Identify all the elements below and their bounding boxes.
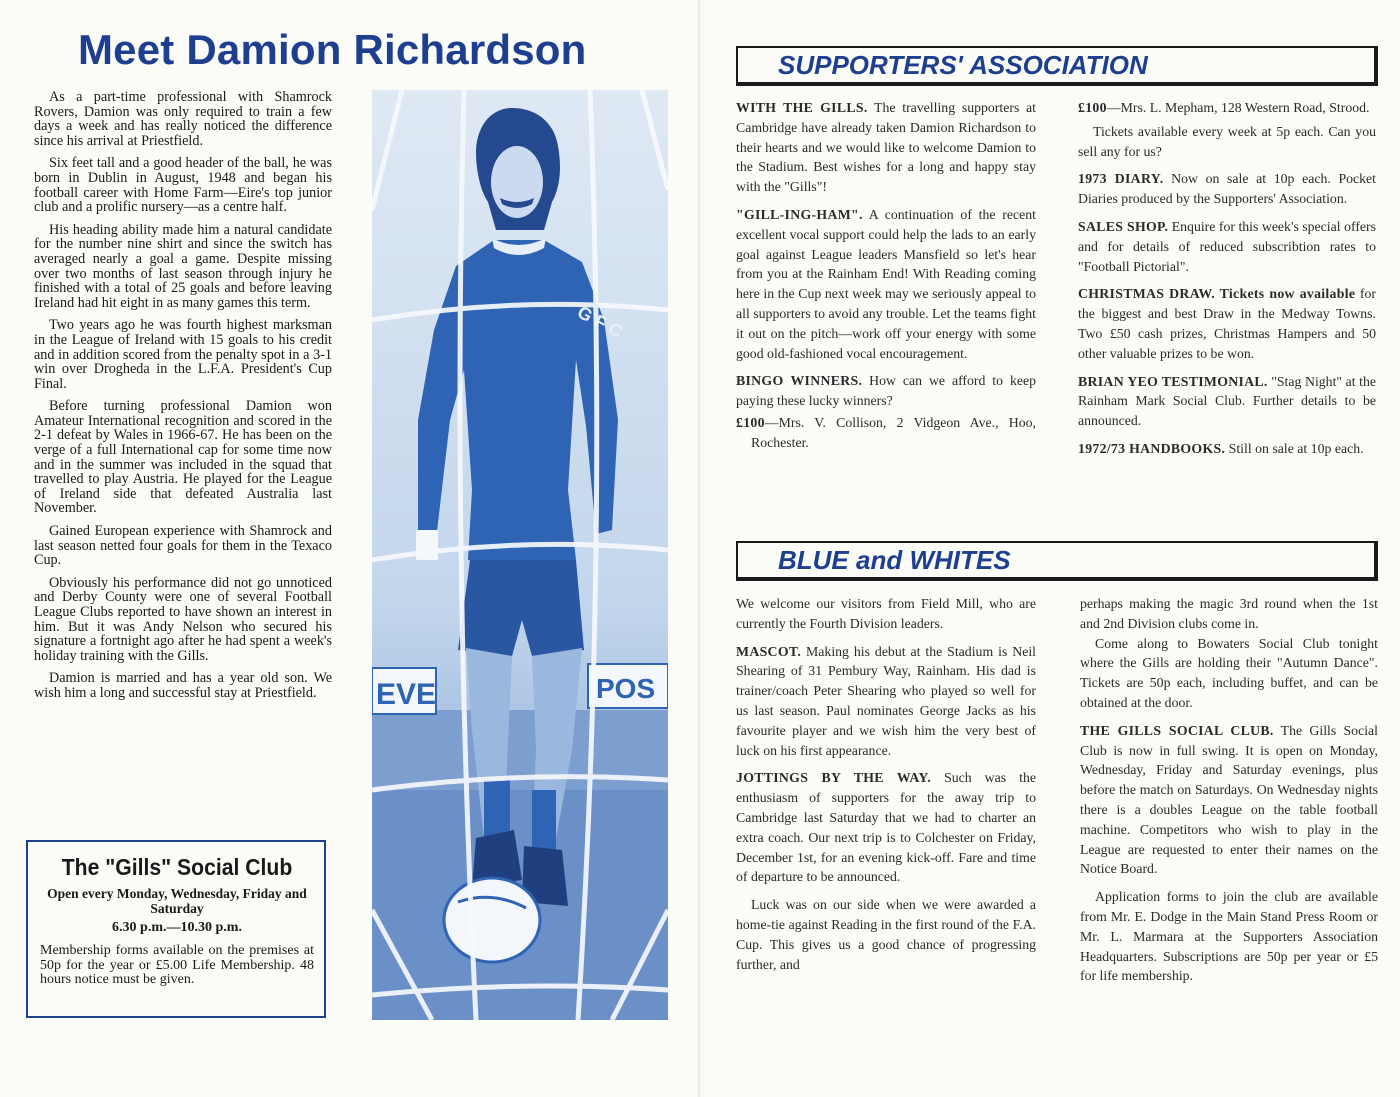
winner-details: —Mrs. V. Collison, 2 Vidgeon Ave., Hoo, Rochester. [751,414,1036,450]
news-item [1078,217,1376,276]
story-paragraph: His heading ability made him a natural candidate for the number nine shirt and since the switch has averaged nearly a goal a game. Despite missing over two months of last season through injury he finished with a total of 25 goals and before leaving Ireland had hit eight in as many games this term. [34,221,332,311]
bingo-winner [736,413,1036,453]
item-kicker: BRIAN YEO TESTIMONIAL. [1078,373,1268,389]
item-text: Such was the enthusiasm of supporters for the away trip to Cambridge last Saturday that we had to charter an extra coach. Our next trip is to Colchester on Friday, December 1st, for an evening kick-off. Fare and time of departure to be announced. [736,770,1036,885]
story-paragraph: Two years ago he was fourth highest marksman in the League of Ireland with 15 goals to his credit and in addition scored from the penalty spot in a 3-1 win over Drogheda in the L.F.A. President's Cup Final. [34,317,332,392]
blue-whites-column-2 [1080,594,1378,994]
supporters-banner [736,46,1378,86]
item-kicker: 1973 DIARY. [1078,171,1164,187]
item-kicker: MASCOT. [736,643,802,659]
item-text: Still on sale at 10p each. [1225,440,1364,456]
supporters-column-1 [736,98,1036,457]
supporters-column-2 [1078,98,1376,467]
prize-amount: £100 [1078,100,1107,115]
news-item [736,98,1036,197]
item-text: Making his debut at the Stadium is Neil Shearing of 31 Pembury Way, Rainham. His dad is trainer/coach Peter Shearing who played so well for us last season. Paul nominates George Jacks as his favourite player and we wish him the very best of luck on his first appearance. [736,643,1036,758]
story-paragraph: As a part-time professional with Shamrock Rovers, Damion was only required to train a few days a week and has really noticed the difference since his arrival at Priestfield. [34,89,332,149]
item-text: for the biggest and best Draw in the Medway Towns. Two £50 cash prizes, Christmas Hampers and 50 other valuable prizes to be won. [1078,286,1376,361]
item-kicker: SALES SHOP. [1078,218,1169,234]
news-item [1080,721,1378,879]
membership-info: Membership forms available on the premises at 50p for the year or £5.00 Life Membership. 48 hours notice must be given. [40,943,314,988]
social-club-title: The "Gills" Social Club [61,854,293,880]
story-paragraph: Six feet tall and a good header of the ball, he was born in Dublin in August, 1948 and began his football career with Home Farm—Eire's top junior club and a prolific nursery—as a centre half. [34,155,332,216]
news-item [1078,439,1376,459]
news-item [1078,372,1376,431]
social-club-box [26,840,326,1018]
board-text-left: EVE [376,678,437,711]
news-item [1078,169,1376,209]
news-item [736,371,1036,411]
dance-paragraph: Come along to Bowaters Social Club tonight where the Gills are holding their "Autumn Dance". Tickets are 50p each, including buffet, and can be obtained at the door. [1080,635,1378,710]
player-photo [372,90,668,1020]
blue-whites-title: BLUE and WHITES [778,545,1011,575]
item-text: How can we afford to keep paying these lucky winners? [736,373,1036,409]
news-item [736,768,1036,887]
item-text: The travelling supporters at Cambridge have already taken Damion Richardson to their hearts and we would like to welcome Damion to the Stadium. Best wishes for a long and happy stay with the "Gills"! [736,100,1036,195]
headline: Meet Damion Richardson [78,26,587,73]
board-text-right: POS [596,673,656,704]
intro-text: We welcome our visitors from Field Mill, who are currently the Fourth Division leaders. [736,596,1036,631]
right-page [704,0,1400,1097]
cup-paragraph: Luck was on our side when we were awarded a home-tie against Reading in the first round of the F.A. Cup. This gives us a good chance of progressing further, and [736,897,1036,972]
news-item [1078,284,1376,363]
item-kicker: THE GILLS SOCIAL CLUB. [1080,722,1274,738]
item-text: A continuation of the recent excellent vocal support could help the lads to an early goal against League leaders Mansfield so let's hear from you at the Rainham End! With Reading coming here in the Cup next week may we seriously appeal to all supporters to avoid any trouble. Let the teams fight it out on the pitch—work off your energy with some good old-fashioned vocal encouragement. [736,206,1036,361]
item-kicker: WITH THE GILLS. [736,100,868,115]
opening-hours: 6.30 p.m.—10.30 p.m. [112,920,242,935]
news-item [736,205,1036,363]
item-kicker: JOTTINGS BY THE WAY. [736,770,932,786]
story-paragraph: Obviously his performance did not go unnoticed and Derby County were one of several Football League Clubs reported to have shown an interest in him. But it was Andy Nelson who secured his signature a fortnight ago after he had spent a week's holiday training with the Gills. [34,574,332,664]
story-paragraph: Before turning professional Damion won Amateur International recognition and scored in the 2-1 defeat by Wales in 1966-67. He has been on the verge of a full International cap for some time now and in the summer was included in the squad that travelled to play Austria. He played for the League of Ireland side that defeated Australia last November. [34,398,332,517]
item-text: "Stag Night" at the Rainham Mark Social Club. Further details to be announced. [1078,373,1376,429]
blue-whites-column-1 [736,594,1036,982]
item-kicker: 1972/73 HANDBOOKS. [1078,440,1226,456]
prize-amount: £100 [736,414,765,430]
bingo-winner [1078,98,1376,118]
winner-details: —Mrs. L. Mepham, 128 Western Road, Strood. [1106,100,1370,115]
shirt-badge: G F C [574,301,626,343]
story-paragraph: Gained European experience with Shamrock and last season netted four goals for them in the Texaco Cup. [34,523,332,569]
cup-continuation: perhaps making the magic 3rd round when the 1st and 2nd Division clubs come in. [1080,596,1378,631]
item-text: Now on sale at 10p each. Pocket Diaries produced by the Supporters' Association. [1078,171,1377,207]
story-paragraph: Damion is married and has a year old son. We wish him a long and successful stay at Priestfield. [34,670,332,701]
news-item [736,642,1036,761]
opening-days: Open every Monday, Wednesday, Friday and Saturday [47,886,307,916]
item-text: The Gills Social Club is now in full swing. It is open on Monday, Wednesday, Friday and Saturday evenings, plus before the match on Saturdays. On Wednesday nights there is a doubles League on the table football machine. Competitors who wish to play in the League are requested to enter their names on the Notice Board. [1080,722,1378,877]
blue-whites-banner [736,541,1378,581]
item-kicker: BINGO WINNERS. [736,373,863,389]
application-paragraph: Application forms to join the club are available from Mr. E. Dodge in the Main Stand Press Room or Mr. L. Marmara at the Supporters Association Headquarters. Subscriptions are 50p per year or £5 for life membership. [1080,889,1378,984]
tickets-note: Tickets available every week at 5p each. Can you sell any for us? [1078,123,1376,159]
item-text: Enquire for this week's special offers and for details of reduced subscribtion rates to "Football Pictorial". [1078,218,1376,274]
item-kicker: "GILL-ING-HAM". [736,206,863,222]
feature-story [34,90,332,709]
supporters-title: SUPPORTERS' ASSOCIATION [778,50,1148,80]
item-kicker: CHRISTMAS DRAW. Tickets now available [1078,286,1356,302]
